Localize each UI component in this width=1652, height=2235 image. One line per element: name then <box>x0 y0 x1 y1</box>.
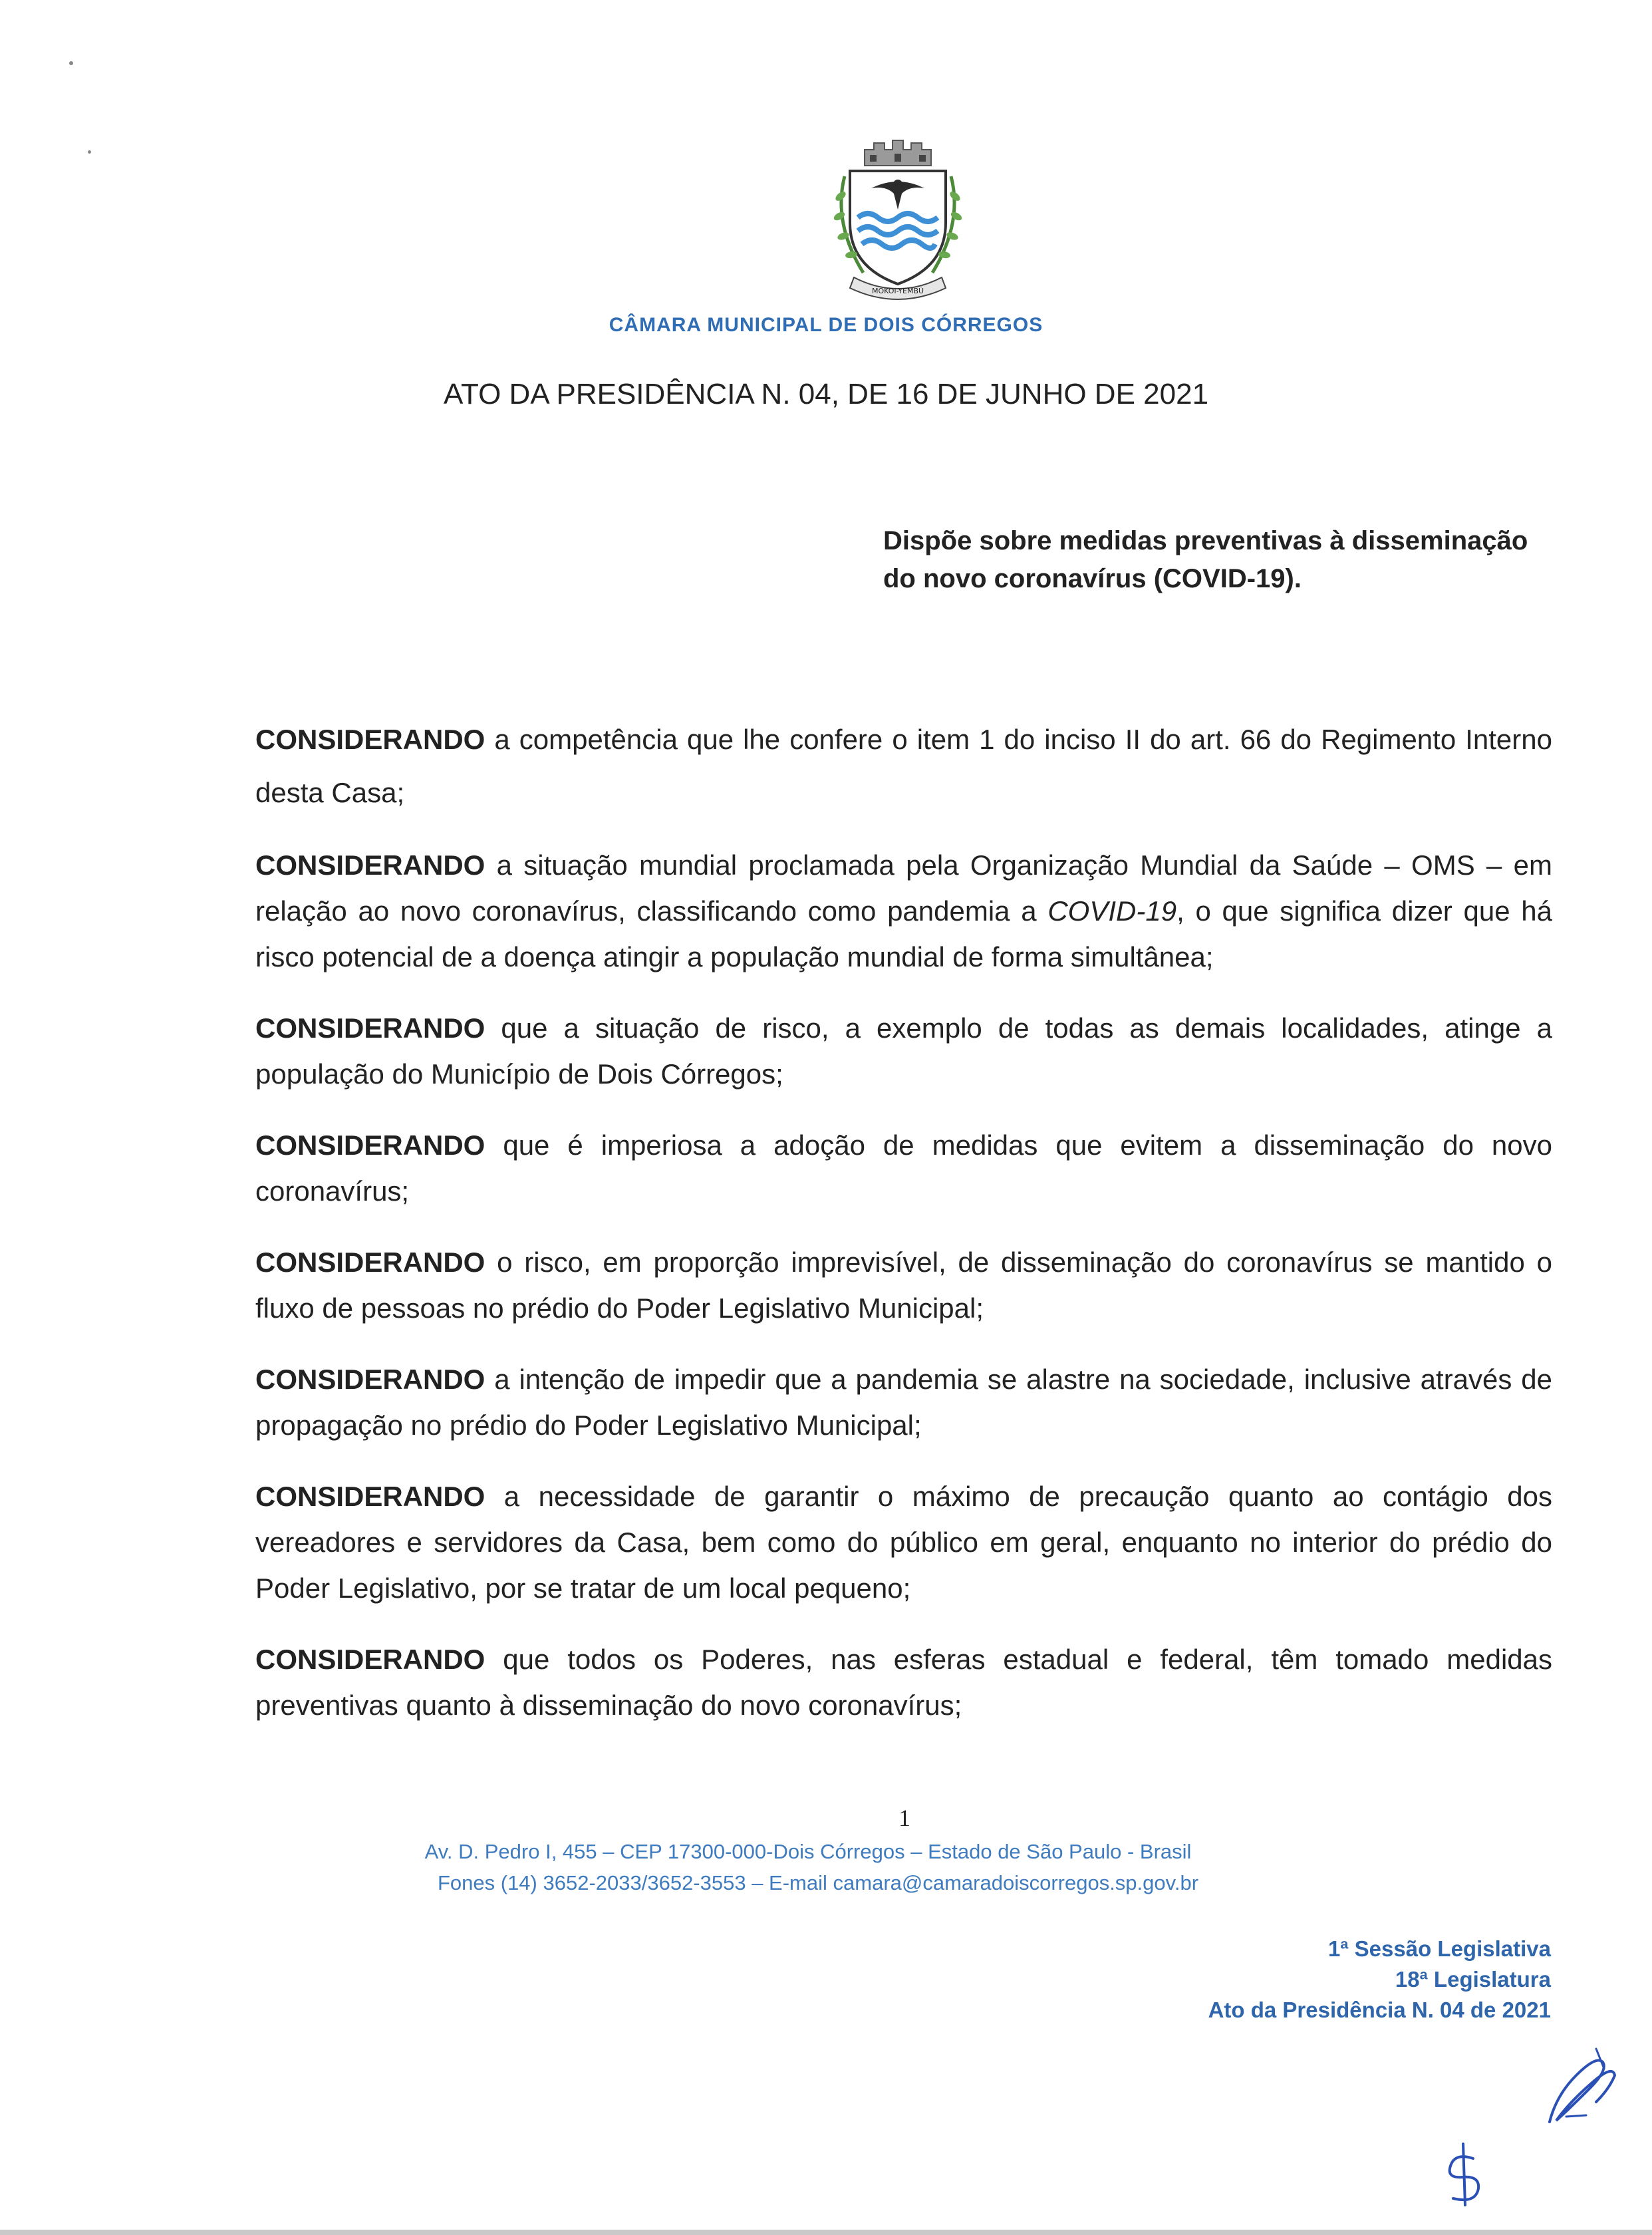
considerando-paragraph <box>255 713 1552 820</box>
considerando-paragraph <box>255 842 1552 980</box>
crest-motto: MOKOI-YEMBÚ <box>871 287 924 295</box>
page-number: 1 <box>898 1805 910 1831</box>
considerando-paragraph <box>255 1356 1552 1448</box>
considerando-lead: CONSIDERANDO <box>255 1644 485 1675</box>
considerandos-section <box>255 713 1552 1753</box>
act-reference: Ato da Presidência N. 04 de 2021 <box>1208 1998 1551 2022</box>
considerando-lead: CONSIDERANDO <box>255 849 485 881</box>
considerando-paragraph <box>255 1122 1552 1214</box>
handwritten-initial <box>1433 2139 1493 2212</box>
coat-of-arms-emblem <box>823 136 972 303</box>
legislature: 18ª Legislatura <box>1395 1967 1551 1992</box>
considerando-text: a competência que lhe confere o item 1 do inciso II do art. 66 do Regimento Interno desta Casa; <box>255 724 1552 808</box>
considerando-paragraph <box>255 1473 1552 1611</box>
legislative-session: 1ª Sessão Legislativa <box>1327 1936 1551 1961</box>
considerando-text: que é imperiosa a adoção de medidas que evitem a disseminação do novo coronavírus; <box>255 1129 1552 1207</box>
considerando-italic-term: COVID-19 <box>1047 895 1177 927</box>
scan-bottom-edge <box>0 2230 1652 2235</box>
considerando-lead: CONSIDERANDO <box>255 724 485 755</box>
scan-speck <box>88 150 91 154</box>
considerando-text: o risco, em proporção imprevisível, de disseminação do coronavírus se mantido o fluxo de pessoas no prédio do Poder Legislativo Municipal; <box>255 1247 1552 1324</box>
considerando-lead: CONSIDERANDO <box>255 1481 485 1512</box>
considerando-lead: CONSIDERANDO <box>255 1247 485 1278</box>
legislative-session-block <box>1208 1934 1551 2025</box>
considerando-lead: CONSIDERANDO <box>255 1012 485 1044</box>
chamber-name: CÂMARA MUNICIPAL DE DOIS CÓRREGOS <box>609 314 1043 336</box>
considerando-paragraph <box>255 1239 1552 1331</box>
considerando-paragraph <box>255 1005 1552 1097</box>
scan-speck <box>69 61 73 65</box>
considerando-text: que a situação de risco, a exemplo de todas as demais localidades, atinge a população do Município de Dois Córregos; <box>255 1012 1552 1090</box>
considerando-text: que todos os Poderes, nas esferas estadual e federal, têm tomado medidas preventivas quanto à disseminação do novo coronavírus; <box>255 1644 1552 1721</box>
considerando-text: a necessidade de garantir o máximo de precaução quanto ao contágio dos vereadores e servidores da Casa, bem como do público em geral, enquanto no interior do prédio do Poder Legislativo, por se tratar de um local pequeno; <box>255 1481 1552 1604</box>
considerando-paragraph <box>255 1636 1552 1728</box>
considerando-text: a intenção de impedir que a pandemia se alastre na sociedade, inclusive através de propagação no prédio do Poder Legislativo Municipal; <box>255 1364 1552 1441</box>
considerando-lead: CONSIDERANDO <box>255 1364 485 1395</box>
considerando-text-after: , o que significa dizer que há risco potencial de a doença atingir a população mundial de forma simultânea; <box>255 895 1553 972</box>
document-title: ATO DA PRESIDÊNCIA N. 04, DE 16 DE JUNHO DE 2021 <box>443 378 1209 410</box>
footer-contacts: Fones (14) 3652-2033/3652-3553 – E-mail camara@camaradoiscorregos.sp.gov.br <box>437 1871 1199 1894</box>
considerando-text: a situação mundial proclamada pela Organização Mundial da Saúde – OMS – em relação ao novo coronavírus, classificando como pandemia a <box>255 849 1552 927</box>
ementa-summary: Dispõe sobre medidas preventivas à disseminação do novo coronavírus (COVID-19). <box>883 526 1528 593</box>
footer-address: Av. D. Pedro I, 455 – CEP 17300-000-Dois Córregos – Estado de São Paulo - Brasil <box>424 1840 1192 1863</box>
handwritten-signature <box>1530 2042 1629 2135</box>
considerando-lead: CONSIDERANDO <box>255 1129 485 1161</box>
